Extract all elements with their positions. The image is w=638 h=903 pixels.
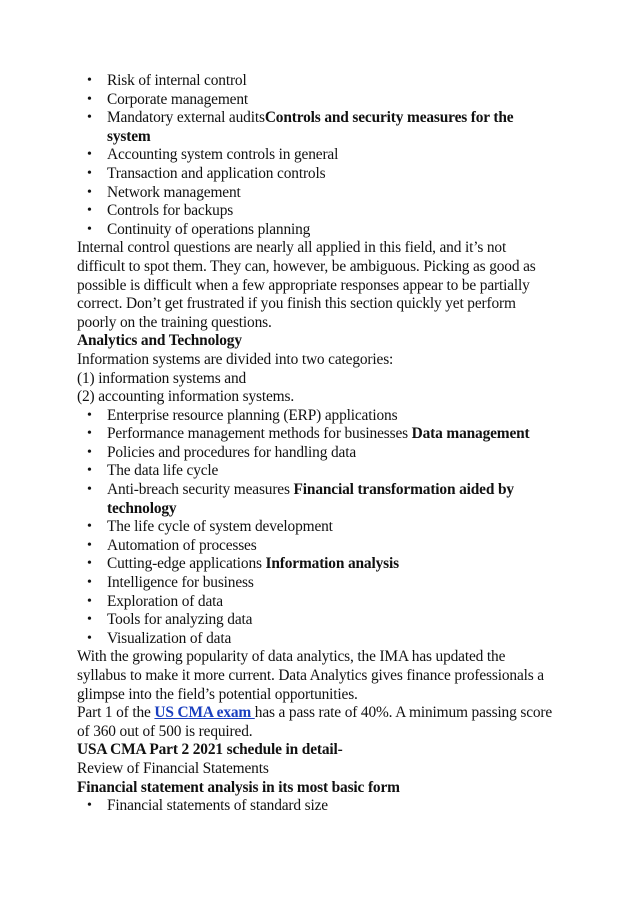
review-line: Review of Financial Statements [77,759,269,777]
paragraph-internal-control: Internal control questions are nearly all applied in this field, and it’s not difficult to spot them. They can, however, be ambiguous. Picking as good as possible is difficult when a few appropriate responses appear to be partially correct. Don’t get frustrated if you finish this section quickly yet perform poorly on the training questions. [77,239,536,331]
list-item-text: Risk of internal control [107,72,247,89]
list-item-text: Accounting system controls in general [107,146,339,164]
list-item-text: Cutting-edge applications [107,555,266,573]
list-item [77,537,557,556]
inline-heading: Financial transformation aided by technology [107,481,514,517]
list-item [77,146,557,165]
list-item [77,593,557,612]
list-item-text: Controls for backups [107,202,234,220]
bullet-list-internal-controls [77,72,557,239]
document-page [77,72,557,816]
list-item [77,611,557,630]
list-item [77,462,557,481]
paragraph-data-analytics: With the growing popularity of data analytics, the IMA has updated the syllabus to make it more current. Data Analytics gives finance professionals a glimpse into the field’s potential opportunities. [77,648,544,703]
list-item [77,165,557,184]
list-item-text: The life cycle of system development [107,518,333,536]
bullet-list-analytics [77,407,557,649]
list-item [77,184,557,203]
paragraph-pass-rate [77,704,557,741]
info-system-item-1: (1) information systems and [77,369,247,387]
us-cma-exam-link[interactable]: US CMA exam [154,704,255,722]
section-heading-analytics: Analytics and Technology [77,332,242,350]
section-heading-schedule: USA CMA Part 2 2021 schedule in detail- [77,741,343,759]
list-item-text: Continuity of operations planning [107,220,311,238]
list-item-text: Exploration of data [107,592,223,610]
list-item [77,555,557,574]
list-item [77,221,557,240]
list-item [77,481,557,518]
list-item-text: Automation of processes [107,536,257,554]
list-item-text: Corporate management [107,90,249,108]
section-heading-fsa: Financial statement analysis in its most basic form [77,778,400,796]
bullet-list-fsa [77,797,557,816]
list-item-text: Anti-breach security measures [107,481,294,499]
list-item [77,202,557,221]
list-item [77,407,557,426]
list-item [77,72,557,91]
list-item [77,518,557,537]
list-item [77,574,557,593]
list-item [77,91,557,110]
list-item-text: Intelligence for business [107,574,254,592]
info-systems-intro: Information systems are divided into two categories: [77,350,394,368]
inline-heading: Data management [411,425,530,443]
pass-rate-text-before: Part 1 of the [77,704,155,722]
list-item-text: Enterprise resource planning (ERP) applications [107,406,398,424]
inline-heading: Information analysis [265,555,399,573]
list-item-text: Mandatory external audits [107,109,265,127]
list-item-text: Visualization of data [107,629,232,647]
pass-rate-text-after: has a pass rate of 40%. A minimum passing score of 360 out of 500 is required. [77,704,553,740]
list-item-text: Policies and procedures for handling data [107,443,356,461]
list-item [77,444,557,463]
list-item-text: Network management [107,183,241,201]
list-item [77,425,557,444]
list-item-text: Financial statements of standard size [107,797,328,815]
list-item [77,797,557,816]
list-item-text: Transaction and application controls [107,164,326,182]
list-item-text: The data life cycle [107,462,219,480]
list-item [77,630,557,649]
list-item [77,109,557,146]
list-item-text: Performance management methods for businesses [107,425,412,443]
list-item-text: Tools for analyzing data [107,611,253,629]
inline-heading: Controls and security measures for the system [107,109,514,145]
info-system-item-2: (2) accounting information systems. [77,388,295,406]
